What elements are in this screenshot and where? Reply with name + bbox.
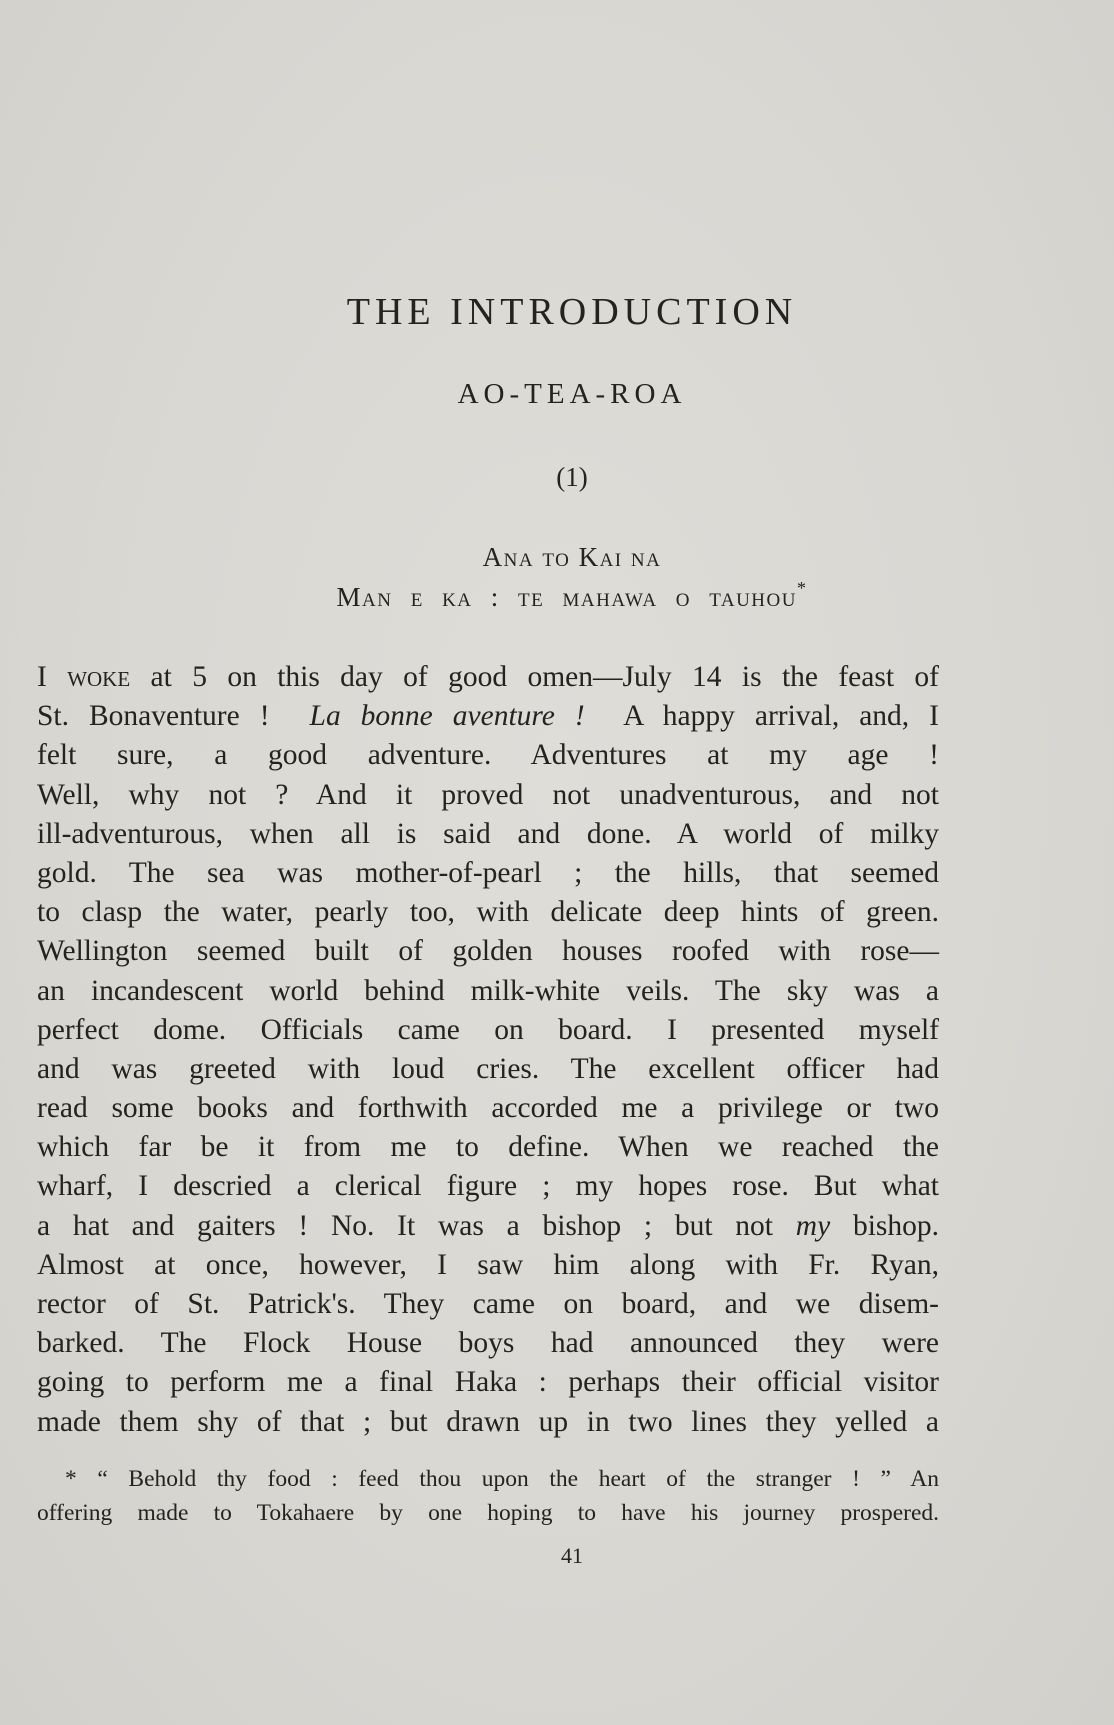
epigraph-line-2 (0, 578, 1114, 613)
body-line-1-text: at 5 on this day of good omen—July 14 is the feast of (150, 661, 939, 693)
body-line-15-text-a: a hat and gaiters ! No. It was a bishop ; but not (37, 1209, 774, 1242)
body-line-13: which far be it from me to define. When we reached the (37, 1131, 939, 1164)
epigraph-line-1-text: Ana to Kai na (482, 542, 662, 572)
body-line-9: an incandescent world behind milk-white veils. The sky was a (37, 974, 939, 1007)
body-line-10: perfect dome. Officials came on board. I presented myself (37, 1013, 939, 1046)
section-number: (1) (556, 462, 588, 492)
body-line-16: Almost at once, however, I saw him along with Fr. Ryan, (37, 1248, 939, 1281)
body-line-2 (37, 697, 939, 736)
body-line-15-text-b: bishop. (852, 1209, 940, 1242)
body-line-1 (37, 658, 939, 697)
footnote-line-2: offering made to Tokahaere by one hoping to have his journey prospered. (37, 1500, 939, 1526)
body-line-18: barked. The Flock House boys had announced they were (37, 1327, 939, 1360)
section-title: AO-TEA-ROA (457, 378, 687, 410)
body-line-2-text-a: St. Bonaventure ! (37, 700, 270, 733)
footnote-marker: * (796, 578, 808, 598)
body-line-15 (37, 1207, 939, 1246)
body-line-4: Well, why not ? And it proved not unadventurous, and not (37, 778, 939, 811)
body-line-11: and was greeted with loud cries. The excellent officer had (37, 1052, 939, 1085)
body-line-5: ill-adventurous, when all is said and done. A world of milky (37, 817, 939, 850)
body-line-15-italic: my (795, 1209, 831, 1242)
body-line-12: read some books and forthwith accorded me a privilege or two (37, 1092, 939, 1125)
body-line-3: felt sure, a good adventure. Adventures at my age ! (37, 739, 939, 772)
footnote (37, 1462, 939, 1530)
body-text (37, 658, 939, 1442)
body-line-19: going to perform me a final Haka : perhaps their official visitor (37, 1366, 939, 1399)
body-line-8: Wellington seemed built of golden houses roofed with rose— (37, 935, 939, 968)
body-line-2-italic: La bonne aventure ! (309, 700, 585, 733)
body-line-20: made them shy of that ; but drawn up in two lines they yelled a (37, 1405, 939, 1438)
body-line-7: to clasp the water, pearly too, with delicate deep hints of green. (37, 896, 939, 929)
body-line-17: rector of St. Patrick's. They came on board, and we disem- (37, 1288, 939, 1320)
chapter-title: THE INTRODUCTION (346, 291, 798, 333)
footnote-line-1: * “ Behold thy food : feed thou upon the heart of the stranger ! ” An (65, 1466, 939, 1492)
opening-words: I woke (37, 661, 131, 693)
body-line-2-text-b: A happy arrival, and, I (623, 700, 940, 733)
epigraph-line-2-text: Man e ka : te mahawa o tauhou (336, 582, 797, 612)
epigraph-line-1 (0, 542, 1114, 573)
page-number: 41 (561, 1543, 583, 1568)
body-line-14: wharf, I descried a clerical figure ; my hopes rose. But what (37, 1170, 939, 1203)
body-line-6: gold. The sea was mother-of-pearl ; the hills, that seemed (37, 856, 939, 889)
